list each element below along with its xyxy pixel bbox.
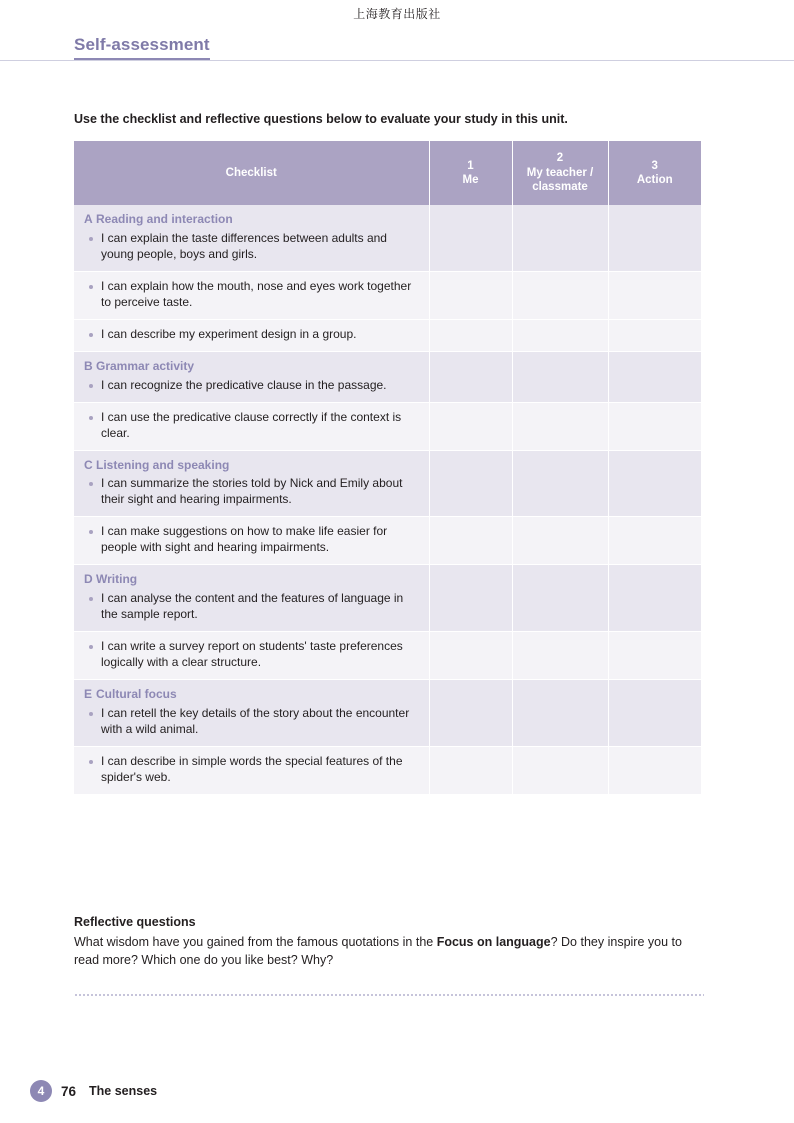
column-header-teacher-label: My teacher / classmate: [526, 166, 594, 194]
column-header-checklist: Checklist: [74, 141, 429, 205]
checklist-cell: [74, 205, 429, 271]
table-row: [74, 351, 701, 402]
checkbox-cell-action[interactable]: [608, 632, 701, 680]
unit-number-badge: 4: [30, 1080, 52, 1102]
column-header-me-number: 1: [467, 159, 474, 172]
section-letter: E: [84, 687, 93, 702]
table-row: [74, 632, 701, 680]
checklist-statement: I can explain how the mouth, nose and eyes work together to perceive taste.: [84, 279, 419, 311]
checkbox-cell-me[interactable]: [429, 319, 512, 351]
checkbox-cell-me[interactable]: [429, 565, 512, 632]
table-row: [74, 205, 701, 271]
checkbox-cell-action[interactable]: [608, 319, 701, 351]
checkbox-cell-teacher[interactable]: [512, 319, 608, 351]
section-title: Grammar activity: [96, 358, 195, 373]
table-body: [74, 205, 701, 794]
unit-title: The senses: [89, 1084, 158, 1098]
checkbox-cell-action[interactable]: [608, 205, 701, 271]
checklist-statement: I can retell the key details of the story about the encounter with a wild animal.: [84, 706, 419, 738]
column-header-action: [608, 141, 701, 205]
table-row: [74, 402, 701, 450]
section-letter: C: [84, 457, 93, 472]
table-row: [74, 450, 701, 517]
answer-dotted-line: [74, 994, 704, 996]
reflective-heading: Reflective questions: [74, 915, 196, 929]
reflective-body: [74, 933, 704, 969]
reflective-text-part2: ? Do they inspire you to read more? Which one do you like best? Why?: [74, 935, 682, 968]
page-number: 76: [61, 1083, 77, 1099]
column-header-action-number: 3: [651, 159, 658, 172]
checkbox-cell-me[interactable]: [429, 680, 512, 747]
section-heading: [84, 572, 419, 588]
section-letter: D: [84, 572, 93, 587]
reflective-bold-term: Focus on language: [436, 935, 551, 949]
checkbox-cell-teacher[interactable]: [512, 205, 608, 271]
section-heading: [84, 458, 419, 474]
column-header-me: [429, 141, 512, 205]
table-row: [74, 319, 701, 351]
checkbox-cell-teacher[interactable]: [512, 402, 608, 450]
section-title: Writing: [96, 572, 138, 587]
checklist-cell: [74, 680, 429, 747]
self-assessment-table: [74, 141, 701, 795]
checkbox-cell-action[interactable]: [608, 402, 701, 450]
table-row: [74, 680, 701, 747]
instruction-text: Use the checklist and reflective questions below to evaluate your study in this unit.: [74, 112, 568, 126]
checkbox-cell-me[interactable]: [429, 450, 512, 517]
reflective-questions-section: [74, 915, 704, 969]
checkbox-cell-me[interactable]: [429, 632, 512, 680]
checklist-cell: [74, 319, 429, 351]
checklist-statement: I can explain the taste differences between adults and young people, boys and girls.: [84, 231, 419, 263]
publisher-name: 上海教育出版社: [353, 7, 441, 21]
checkbox-cell-me[interactable]: [429, 351, 512, 402]
checklist-statement: I can use the predicative clause correctly if the context is clear.: [84, 410, 419, 442]
checklist-cell: [74, 565, 429, 632]
section-heading: [84, 212, 419, 228]
column-header-action-label: Action: [636, 174, 673, 186]
checklist-cell: [74, 746, 429, 794]
checkbox-cell-teacher[interactable]: [512, 565, 608, 632]
checkbox-cell-me[interactable]: [429, 205, 512, 271]
page-title: Self-assessment: [74, 35, 210, 60]
section-letter: A: [84, 212, 93, 226]
checkbox-cell-teacher[interactable]: [512, 450, 608, 517]
section-heading: [84, 359, 419, 375]
checklist-cell: [74, 402, 429, 450]
checkbox-cell-action[interactable]: [608, 565, 701, 632]
checkbox-cell-action[interactable]: [608, 271, 701, 319]
checklist-statement: I can write a survey report on students' taste preferences logically with a clear structure.: [84, 639, 419, 671]
checkbox-cell-teacher[interactable]: [512, 271, 608, 319]
checkbox-cell-teacher[interactable]: [512, 351, 608, 402]
checkbox-cell-me[interactable]: [429, 746, 512, 794]
column-header-me-label: Me: [462, 174, 479, 186]
checkbox-cell-me[interactable]: [429, 271, 512, 319]
checkbox-cell-teacher[interactable]: [512, 746, 608, 794]
checkbox-cell-action[interactable]: [608, 680, 701, 747]
checklist-cell: [74, 351, 429, 402]
page-footer: [30, 1080, 157, 1102]
section-letter: B: [84, 358, 93, 373]
checkbox-cell-action[interactable]: [608, 450, 701, 517]
section-title: Reading and interaction: [96, 212, 233, 226]
checklist-statement: I can describe my experiment design in a group.: [84, 327, 419, 343]
checkbox-cell-teacher[interactable]: [512, 680, 608, 747]
checkbox-cell-action[interactable]: [608, 517, 701, 565]
checkbox-cell-action[interactable]: [608, 351, 701, 402]
title-divider: [0, 60, 794, 61]
checklist-statement: I can describe in simple words the special features of the spider's web.: [84, 754, 419, 786]
checkbox-cell-action[interactable]: [608, 746, 701, 794]
checklist-cell: [74, 632, 429, 680]
section-title: Listening and speaking: [96, 457, 230, 472]
checklist-statement: I can recognize the predicative clause in the passage.: [84, 378, 419, 394]
table-row: [74, 271, 701, 319]
checklist-statement: I can summarize the stories told by Nick and Emily about their sight and hearing impairments.: [84, 476, 419, 508]
checklist-cell: [74, 271, 429, 319]
table-row: [74, 746, 701, 794]
checklist-statement: I can analyse the content and the features of language in the sample report.: [84, 591, 419, 623]
checklist-cell: [74, 517, 429, 565]
column-header-teacher: [512, 141, 608, 205]
checklist-statement: I can make suggestions on how to make life easier for people with sight and hearing impairments.: [84, 524, 419, 556]
table-row: [74, 517, 701, 565]
table-header-row: [74, 141, 701, 205]
checkbox-cell-teacher[interactable]: [512, 632, 608, 680]
reflective-text-part1: What wisdom have you gained from the famous quotations in the: [74, 935, 437, 949]
checkbox-cell-me[interactable]: [429, 402, 512, 450]
checkbox-cell-teacher[interactable]: [512, 517, 608, 565]
section-heading: [84, 687, 419, 703]
checklist-cell: [74, 450, 429, 517]
table-row: [74, 565, 701, 632]
checkbox-cell-me[interactable]: [429, 517, 512, 565]
column-header-teacher-number: 2: [556, 152, 564, 165]
section-title: Cultural focus: [96, 687, 177, 702]
